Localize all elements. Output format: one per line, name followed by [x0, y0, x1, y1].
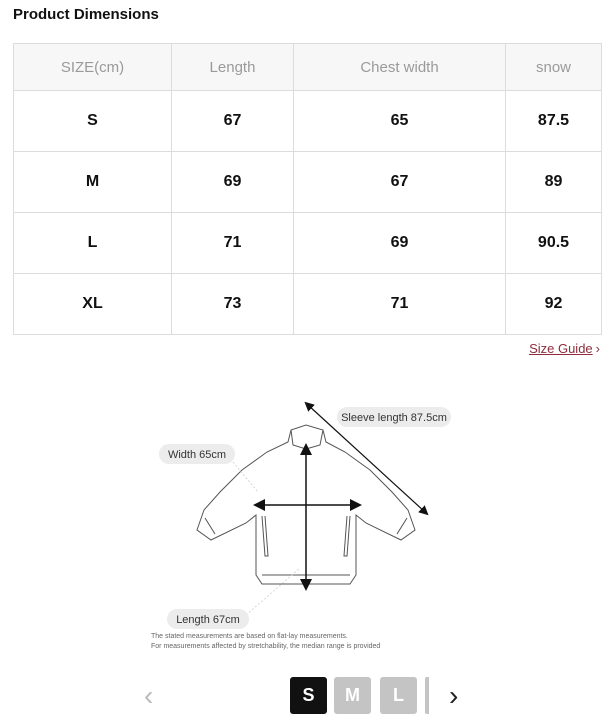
cell-chest-width: 67 [294, 152, 506, 213]
thumbnail-partial[interactable] [425, 677, 429, 714]
dimensions-table [13, 43, 602, 335]
column-header-chest-width: Chest width [294, 44, 506, 91]
cell-snow: 89 [506, 152, 602, 213]
cell-snow: 92 [506, 274, 602, 335]
cell-length: 71 [172, 213, 294, 274]
chevron-right-icon: › [449, 680, 459, 711]
cell-size: XL [14, 274, 172, 335]
label-length [167, 609, 249, 629]
column-header-length: Length [172, 44, 294, 91]
cell-size: M [14, 152, 172, 213]
chevron-left-icon: ‹ [144, 680, 154, 711]
thumbnail-size-l[interactable]: L [380, 677, 417, 714]
cell-chest-width: 71 [294, 274, 506, 335]
column-header-snow: snow [506, 44, 602, 91]
length-label: Length 67cm [176, 614, 240, 626]
table-row [14, 213, 602, 274]
width-label: Width 65cm [167, 449, 227, 461]
table-row [14, 91, 602, 152]
measurement-note: The stated measurements are based on flat-lay measurements. [151, 633, 348, 640]
table-row [14, 274, 602, 335]
chevron-right-icon: › [595, 341, 600, 356]
size-guide-label: Size Guide [529, 341, 593, 356]
cell-snow: 90.5 [506, 213, 602, 274]
cell-length: 67 [172, 91, 294, 152]
cell-length: 69 [172, 152, 294, 213]
table-row [14, 152, 602, 213]
thumbnail-next-button[interactable] [449, 677, 471, 714]
cell-snow: 87.5 [506, 91, 602, 152]
label-width [159, 444, 235, 464]
column-header-size: SIZE(cm) [14, 44, 172, 91]
table-header-row [14, 44, 602, 91]
cell-length: 73 [172, 274, 294, 335]
label-sleeve-length [337, 407, 451, 427]
cell-size: S [14, 91, 172, 152]
sleeve-length-label: Sleeve length 87.5cm [341, 412, 447, 424]
cell-chest-width: 69 [294, 213, 506, 274]
cell-size: L [14, 213, 172, 274]
thumbnail-prev-button[interactable] [144, 677, 166, 714]
measurement-note: For measurements affected by stretchability, the median range is provided [151, 643, 381, 650]
page-title: Product Dimensions [13, 6, 159, 23]
thumbnail-size-m[interactable]: M [334, 677, 371, 714]
cell-chest-width: 65 [294, 91, 506, 152]
jacket-measurement-diagram [0, 380, 616, 660]
size-guide-link[interactable] [529, 341, 600, 356]
thumbnail-size-s[interactable]: S [290, 677, 327, 714]
